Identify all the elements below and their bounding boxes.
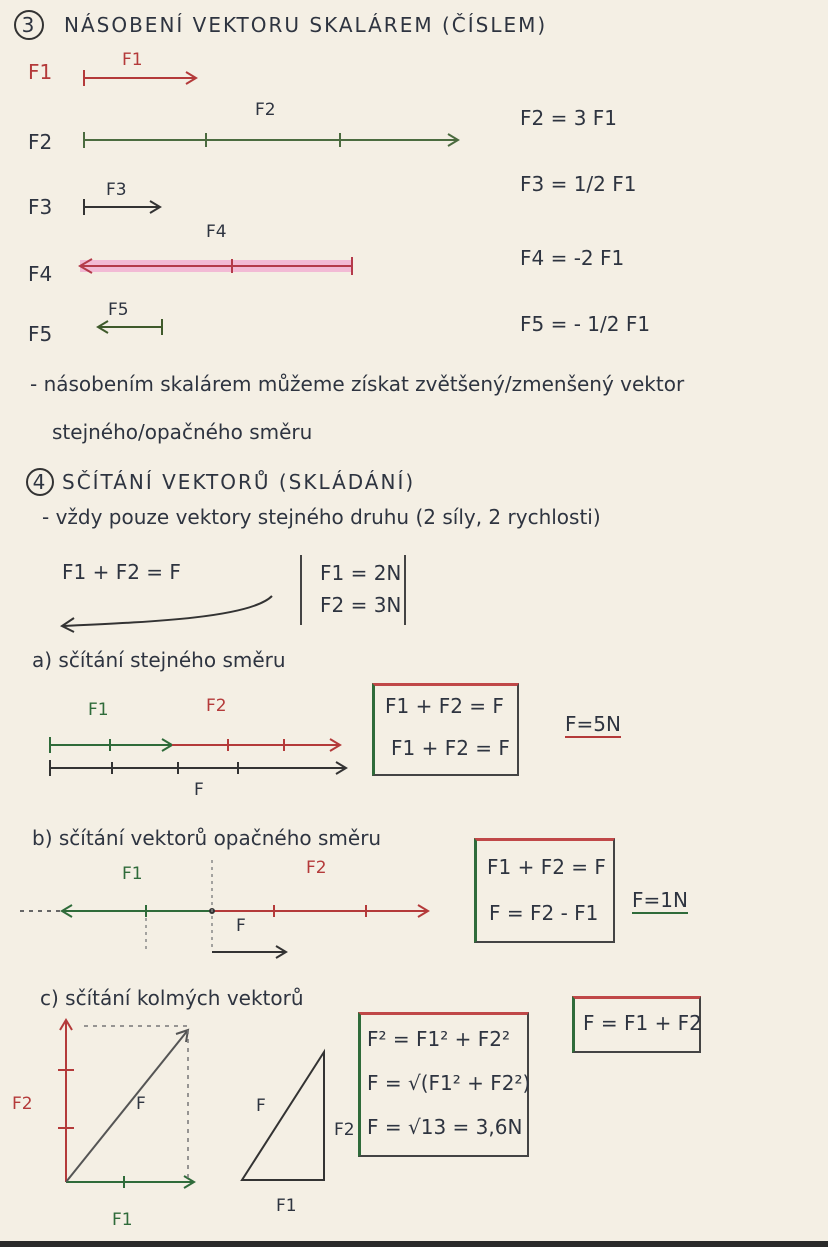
equation-f3: F3 = 1/2 F1 bbox=[520, 172, 637, 196]
row-label-f3: F3 bbox=[28, 195, 53, 219]
part-c-diagram bbox=[58, 1020, 324, 1188]
part-a-heading: a) sčítání stejného směru bbox=[32, 648, 286, 672]
part-b-box-line2: F = F2 - F1 bbox=[489, 901, 599, 925]
triangle-label-f1: F1 bbox=[276, 1196, 297, 1216]
row-label-f5: F5 bbox=[28, 322, 53, 346]
vector-f5-arrow bbox=[98, 319, 162, 335]
section-3-heading: NÁSOBENÍ VEKTORU SKALÁREM (ČÍSLEM) bbox=[64, 13, 548, 37]
part-c-heading: c) sčítání kolmých vektorů bbox=[40, 986, 304, 1010]
part-b-box-line1: F1 + F2 = F bbox=[487, 855, 606, 879]
page-bottom-edge bbox=[0, 1241, 828, 1247]
part-b-label-f1: F1 bbox=[122, 864, 143, 884]
part-b-heading: b) sčítání vektorů opačného směru bbox=[32, 826, 382, 850]
vector-top-label-f2: F2 bbox=[255, 100, 276, 120]
equation-f5: F5 = - 1/2 F1 bbox=[520, 312, 651, 336]
part-a-label-f1: F1 bbox=[88, 700, 109, 720]
part-c-box-line1: F² = F1² + F2² bbox=[367, 1027, 510, 1051]
part-c-result: F = F1 + F2 bbox=[583, 1011, 702, 1035]
triangle-label-f2: F2 bbox=[334, 1120, 355, 1140]
sum-curve-arrow bbox=[62, 596, 272, 632]
triangle-label-f: F bbox=[256, 1096, 266, 1116]
part-b-label-f: F bbox=[236, 916, 246, 936]
section-number-3: 3 bbox=[14, 10, 44, 40]
part-a-box-line1: F1 + F2 = F bbox=[385, 694, 504, 718]
section-4-heading: SČÍTÁNÍ VEKTORŮ (SKLÁDÁNÍ) bbox=[62, 470, 416, 494]
row-label-f2: F2 bbox=[28, 130, 53, 154]
part-b-result: F=1N bbox=[632, 888, 688, 912]
vector-f4-arrow bbox=[80, 257, 352, 275]
sum-formula: F1 + F2 = F bbox=[62, 560, 181, 584]
given-f1: F1 = 2N bbox=[320, 561, 402, 585]
part-a-label-f2: F2 bbox=[206, 696, 227, 716]
section-number-4: 4 bbox=[26, 468, 54, 496]
equation-f2: F2 = 3 F1 bbox=[520, 106, 618, 130]
part-c-box-line3: F = √13 = 3,6N bbox=[367, 1115, 523, 1139]
part-b-label-f2: F2 bbox=[306, 858, 327, 878]
vector-top-label-f1: F1 bbox=[122, 50, 143, 70]
vector-f3-arrow bbox=[84, 199, 160, 215]
vector-top-label-f5: F5 bbox=[108, 300, 129, 320]
rule-text: - vždy pouze vektory stejného druhu (2 síly, 2 rychlosti) bbox=[42, 505, 601, 529]
part-b-diagram bbox=[20, 860, 428, 958]
part-c-label-f1: F1 bbox=[112, 1210, 133, 1230]
vector-f1-arrow bbox=[84, 70, 196, 86]
vector-top-label-f3: F3 bbox=[106, 180, 127, 200]
row-label-f1: F1 bbox=[28, 60, 53, 84]
part-c-box-line2: F = √(F1² + F2²) bbox=[367, 1071, 531, 1095]
part-a-diagram bbox=[50, 737, 346, 776]
row-label-f4: F4 bbox=[28, 262, 53, 286]
part-a-box-line2: F1 + F2 = F bbox=[391, 736, 510, 760]
equation-f4: F4 = -2 F1 bbox=[520, 246, 625, 270]
vector-f2-arrow bbox=[84, 132, 458, 148]
part-c-label-f: F bbox=[136, 1094, 146, 1114]
vector-top-label-f4: F4 bbox=[206, 222, 227, 242]
given-f2: F2 = 3N bbox=[320, 593, 402, 617]
part-a-label-f: F bbox=[194, 780, 204, 800]
note-line-2: stejného/opačného směru bbox=[52, 420, 313, 444]
part-c-label-f2: F2 bbox=[12, 1094, 33, 1114]
note-line-1: - násobením skalárem můžeme získat zvětšený/zmenšený vektor bbox=[30, 372, 685, 396]
part-a-result: F=5N bbox=[565, 712, 621, 736]
